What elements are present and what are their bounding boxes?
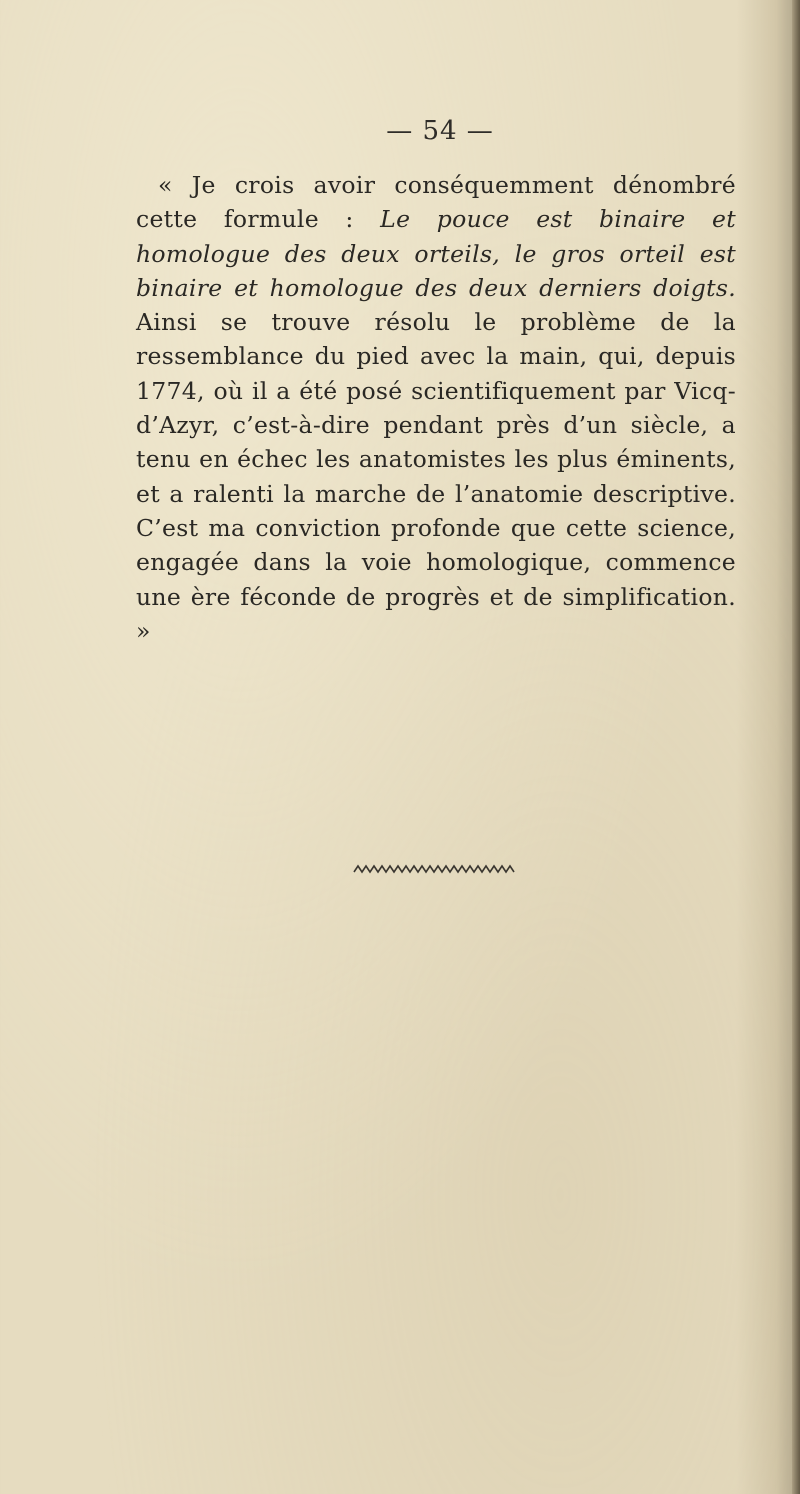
wavy-line-ornament-icon: [352, 862, 516, 876]
paragraph-italic-formula: Le pouce est binaire et homologue des deux orteils, le gros orteil est binaire et homologue des deux derniers doigts.: [136, 205, 736, 302]
page-edge-shadow: [792, 0, 800, 1494]
main-text: [136, 168, 736, 648]
paragraph-text-end: Ainsi se trouve résolu le problème de la ressemblance du pied avec la main, qui, depuis 1774, où il a été posé scientifiquement par Vicq-d’Azyr, c’est-à-dire pendant près d’un siècle, a tenu en échec les anatomistes les plus éminents, et a ralenti la marche de l’anatomie descriptive. C’est ma conviction profonde que cette science, engagée dans la voie homologique, commence une ère féconde de progrès et de simplification. »: [136, 308, 736, 645]
paragraph-text-start: « Je crois avoir conséquemment dénombré cette formule :: [136, 171, 736, 234]
quote-paragraph: [136, 168, 736, 648]
page-number: — 54 —: [386, 116, 494, 146]
